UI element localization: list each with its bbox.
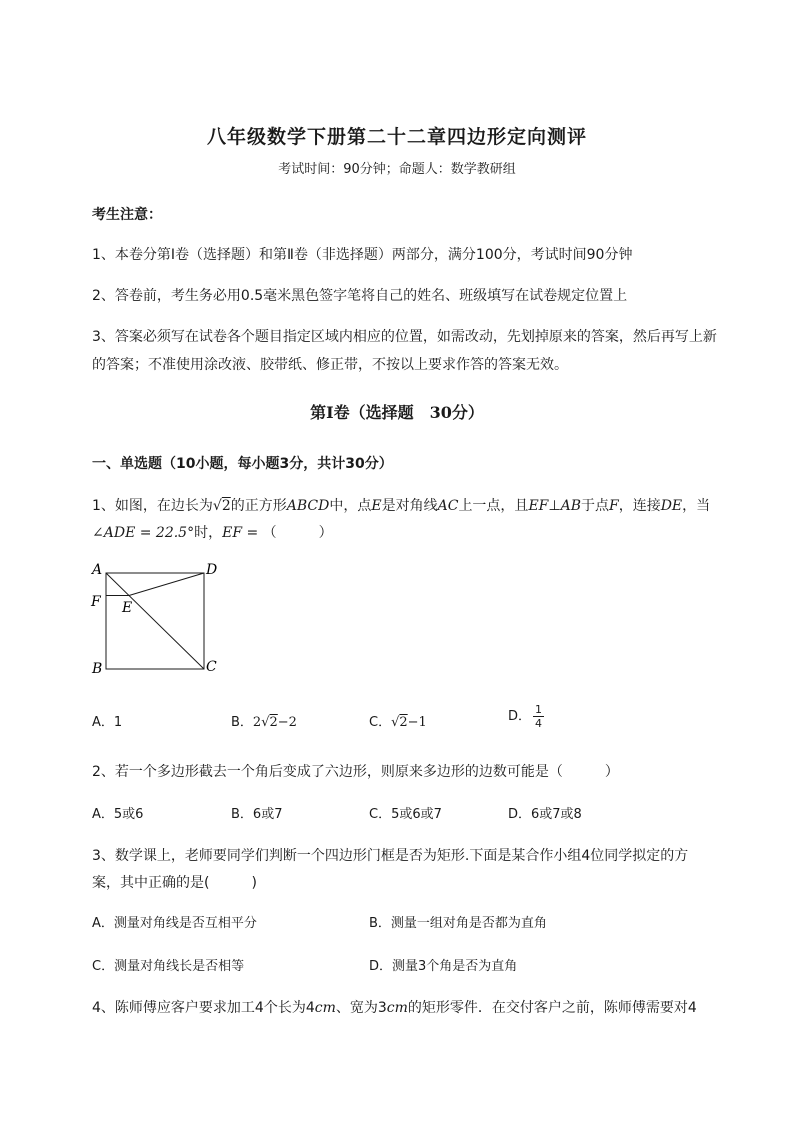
point-f-label: F <box>91 594 101 610</box>
vertex-c-label: C <box>206 659 217 675</box>
exam-info: 考试时间：90分钟；命题人：数学教研组 <box>278 162 516 177</box>
q2-option-c: C．5或6或7 <box>369 807 442 822</box>
q1-option-b: B．2√2−2 <box>231 715 297 730</box>
question-1-line-1: 1、如图，在边长为√2的正方形ABCD中，点E是对角线AC上一点，且EF⊥AB于点F，连接DE，当 <box>92 498 711 514</box>
q3-option-d: D．测量3个角是否为直角 <box>369 959 518 974</box>
vertex-b-label: B <box>92 661 103 677</box>
section-heading: 一、单选题（10小题，每小题3分，共计30分） <box>92 456 393 472</box>
square-figure <box>88 558 238 680</box>
q2-option-d: D．6或7或8 <box>508 807 582 822</box>
vertex-d-label: D <box>206 562 218 578</box>
q3-option-a: A．测量对角线是否互相平分 <box>92 916 257 931</box>
question-2: 2、若一个多边形截去一个角后变成了六边形，则原来多边形的边数可能是（ ） <box>92 764 619 780</box>
notice-heading: 考生注意： <box>92 207 162 223</box>
q2-option-a: A．5或6 <box>92 807 144 822</box>
q1-option-a: A．1 <box>92 715 123 730</box>
question-3-line-1: 3、数学课上，老师要同学们判断一个四边形门框是否为矩形.下面是某合作小组4位同学拟定的方 <box>92 848 689 864</box>
part-title: 第I卷（选择题 30分） <box>310 403 484 422</box>
question-3-line-2: 案，其中正确的是( ) <box>92 875 257 891</box>
q3-option-b: B．测量一组对角是否都为直角 <box>369 916 547 931</box>
notice-item: 的答案；不准使用涂改液、胶带纸、修正带，不按以上要求作答的答案无效。 <box>92 357 568 373</box>
question-1-line-2: ∠ADE = 22.5°时，EF = （ ） <box>92 525 333 541</box>
point-e-label: E <box>122 600 133 616</box>
question-4: 4、陈师傅应客户要求加工4个长为4cm、宽为3cm的矩形零件．在交付客户之前，陈师傅需要对4 <box>92 1000 697 1016</box>
segment-de <box>129 573 204 596</box>
q3-option-c: C．测量对角线长是否相等 <box>92 959 245 974</box>
page-title: 八年级数学下册第二十二章四边形定向测评 <box>206 126 587 148</box>
q2-option-b: B．6或7 <box>231 807 283 822</box>
notice-item: 1、本卷分第I卷（选择题）和第Ⅱ卷（非选择题）两部分，满分100分，考试时间90分钟 <box>92 247 633 263</box>
notice-item: 3、答案必须写在试卷各个题目指定区域内相应的位置，如需改动，先划掉原来的答案，然后再写上新 <box>92 329 717 345</box>
q1-option-d: D． $\frac{1}{4}$ <box>508 703 543 730</box>
q1-option-c: C．√2−1 <box>369 715 427 730</box>
vertex-a-label: A <box>92 562 103 578</box>
notice-item: 2、答卷前，考生务必用0.5毫米黑色签字笔将自己的姓名、班级填写在试卷规定位置上 <box>92 288 628 304</box>
